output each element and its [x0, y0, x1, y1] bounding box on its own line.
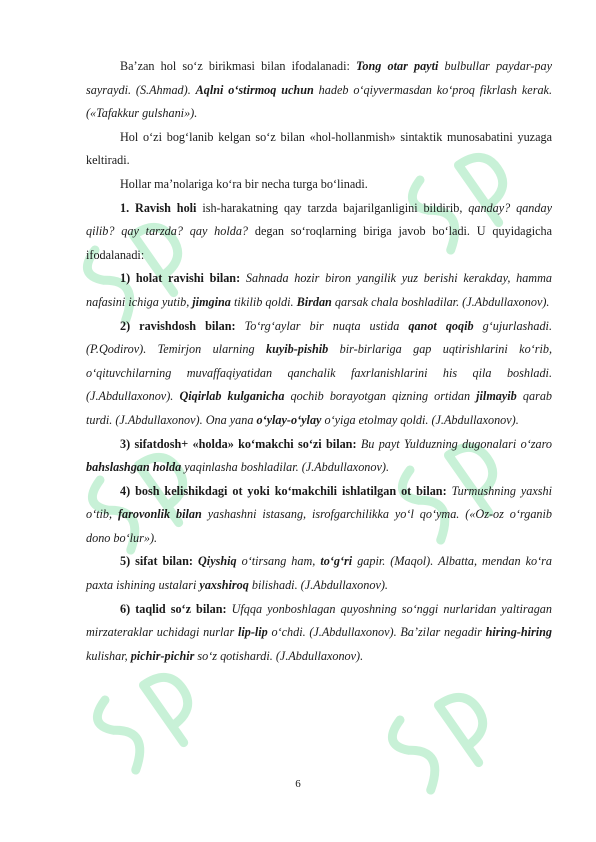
- emphasis-run: Tong otar payti: [356, 59, 439, 73]
- emphasis-run: 3) sifatdosh+ «holda» ko‘makchi so‘zi bilan:: [120, 436, 361, 451]
- text-run: degan so‘roqlarning biriga javob bo‘ladi. U quyidagicha ifodalanadi:: [86, 224, 552, 262]
- emphasis-run: Qiyshiq: [198, 554, 237, 569]
- text-run: Ba’zan hol so‘z birikmasi bilan ifodalanadi:: [120, 59, 357, 73]
- emphasis-run: lip-lip: [237, 625, 268, 640]
- paragraph: [86, 550, 552, 597]
- paragraph: [86, 598, 552, 669]
- paragraph: [86, 433, 552, 480]
- emphasis-run: tikilib qoldi.: [230, 294, 297, 309]
- emphasis-run: To‘rg‘aylar bir nuqta ustida: [244, 318, 409, 333]
- emphasis-run: hadeb o‘qiyvermasdan ko‘proq fikrlash kerak. («Tafakkur gulshani»).: [86, 82, 553, 121]
- emphasis-run: hiring-hiring: [485, 625, 553, 640]
- paragraph: [86, 55, 552, 126]
- emphasis-run: pichir-pichir: [130, 648, 195, 663]
- page-number: 6: [295, 778, 301, 790]
- emphasis-run: bir-birlariga gap uqtirishlarini ko‘rib, o‘qituvchilarning muvaffaqiyatidan qanchalik faxrlanishlarini his qila boshladi. (J.Abdullaxonov).: [86, 342, 552, 404]
- emphasis-run: kulishar,: [86, 648, 131, 663]
- emphasis-run: 1. Ravish holi: [120, 200, 197, 215]
- paragraph: [86, 126, 552, 173]
- emphasis-run: Ufqqa yonboshlagan quyoshning so‘nggi nurlaridan yaltiragan mirzateraklar uchidagi nurlar: [86, 601, 552, 640]
- emphasis-run: Sahnada hozir biron yangilik yuz berishi kerakday, hamma nafasini ichiga yutib,: [86, 271, 553, 309]
- emphasis-run: Bu payt Yulduzning dugonalari o‘zaro: [360, 436, 552, 451]
- emphasis-run: 1) holat ravishi bilan:: [120, 271, 246, 286]
- paragraph: [86, 315, 552, 433]
- emphasis-run: Birdan: [296, 294, 332, 309]
- emphasis-run: bilishadi. (J.Abdullaxonov).: [248, 578, 388, 593]
- emphasis-run: o‘yiga etolmay qoldi. (J.Abdullaxonov).: [321, 412, 519, 427]
- text-run: ish-harakatning qay tarzda bajarilganligini bildirib,: [196, 200, 469, 215]
- emphasis-run: yashashni istasang, isrofgarchilikka yo‘l qo‘yma. («Oz-oz o‘rganib dono bo‘lur»).: [86, 507, 552, 545]
- emphasis-run: bahslashgan holda: [86, 460, 182, 475]
- emphasis-run: farovonlik bilan: [118, 507, 202, 522]
- emphasis-run: qarsak chala boshladilar. (J.Abdullaxonov).: [331, 294, 550, 309]
- emphasis-run: yaqinlasha boshladilar. (J.Abdullaxonov).: [181, 460, 390, 475]
- emphasis-run: Aqlni o‘stirmoq uchun: [195, 82, 314, 97]
- emphasis-run: qochib borayotgan qizning ortidan: [284, 389, 477, 404]
- emphasis-run: Qiqirlab kulganicha: [179, 389, 285, 404]
- emphasis-run: g‘ujurlashadi. (P.Qodirov). Temirjon ularning: [86, 318, 552, 357]
- watermark-mark: [90, 660, 208, 776]
- emphasis-run: Turmushning yaxshi o‘tib,: [86, 483, 552, 522]
- emphasis-run: o‘chdi. (J.Abdullaxonov). Ba’zilar negadir: [267, 625, 486, 640]
- emphasis-run: qanot qoqib: [408, 318, 474, 333]
- emphasis-run: gapir. (Maqol). Albatta, mendan ko‘ra paxta ishining ustalari: [86, 554, 552, 593]
- emphasis-run: to‘g‘ri: [320, 554, 353, 569]
- emphasis-run: o‘ylay-o‘ylay: [256, 412, 322, 427]
- emphasis-run: 6) taqlid so‘z bilan:: [120, 601, 232, 616]
- emphasis-run: so‘z qotishardi. (J.Abdullaxonov).: [194, 648, 364, 663]
- emphasis-run: bulbullar paydar-pay sayraydi. (S.Ahmad).: [86, 59, 553, 97]
- emphasis-run: kuyib-pishib: [265, 342, 329, 357]
- emphasis-run: 2) ravishdosh bilan:: [120, 318, 245, 333]
- emphasis-run: yaxshiroq: [199, 578, 249, 593]
- emphasis-run: 4) bosh kelishikdagi ot yoki ko‘makchili ishlatilgan ot bilan:: [120, 483, 452, 498]
- emphasis-run: qarab turdi. (J.Abdullaxonov). Ona yana: [86, 389, 553, 427]
- body-text: [86, 55, 552, 668]
- emphasis-run: qanday? qanday qilib? qay tarzda? qay holda?: [86, 200, 552, 239]
- text-run: Hol o‘zi bog‘lanib kelgan so‘z bilan «hol-hollanmish» sintaktik munosabatini yuzaga keltiradi.: [86, 129, 552, 168]
- paragraph: [86, 173, 552, 197]
- paragraph: [86, 267, 552, 314]
- emphasis-run: jimgina: [192, 294, 231, 309]
- emphasis-run: 5) sifat bilan:: [120, 554, 198, 569]
- paragraph: [86, 197, 552, 268]
- text-run: Hollar ma’nolariga ko‘ra bir necha turga bo‘linadi.: [120, 176, 368, 191]
- emphasis-run: o‘tirsang ham,: [236, 554, 321, 569]
- emphasis-run: jilmayib: [476, 389, 517, 404]
- paragraph: [86, 480, 552, 551]
